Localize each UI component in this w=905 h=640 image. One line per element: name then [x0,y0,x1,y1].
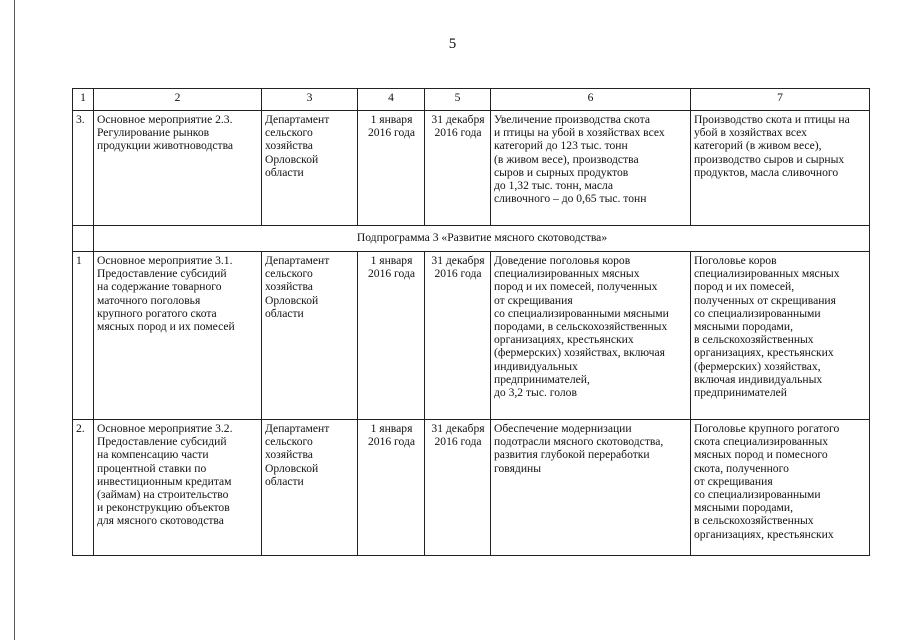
result-cell: Обеспечение модернизации подотрасли мясного скотоводства, развития глубокой переработки говядины [491,420,691,556]
indicator-cell: Поголовье крупного рогатого скота специализированных мясных пород и помесного скота, полученного от скрещивания со специализированными мясными породами, в сельскохозяйственных организациях, крестьянских [691,420,870,556]
header-cell: 4 [358,89,425,111]
start-date-cell: 1 января 2016 года [358,111,425,226]
row-number: 3. [73,111,94,226]
start-date-cell: 1 января 2016 года [358,420,425,556]
header-cell: 7 [691,89,870,111]
scan-edge-line [14,0,15,640]
end-date-cell: 31 декабря 2016 года [425,420,491,556]
header-cell: 6 [491,89,691,111]
start-date-cell: 1 января 2016 года [358,252,425,420]
header-cell: 1 [73,89,94,111]
table-row [73,252,870,420]
header-cell: 2 [94,89,262,111]
result-cell: Доведение поголовья коров специализированных мясных пород и их помесей, полученных от скрещивания со специализированными мясными породами, в сельскохозяйственных организациях, крестьянских (фермерских) хозяйствах, включая индивидуальных предпринимателей, до 3,2 тыс. голов [491,252,691,420]
indicator-cell: Поголовье коров специализированных мясных пород и их помесей, полученных от скрещивания со специализированными мясными породами, в сельскохозяйственных организациях, крестьянских (фермерских) хозяйствах, включая индивидуальных предпринимателей [691,252,870,420]
end-date-cell: 31 декабря 2016 года [425,111,491,226]
activity-cell: Основное мероприятие 2.3. Регулирование рынков продукции животноводства [94,111,262,226]
end-date-cell: 31 декабря 2016 года [425,252,491,420]
header-cell: 3 [262,89,358,111]
page-number: 5 [448,36,457,52]
row-number: 2. [73,420,94,556]
activity-cell: Основное мероприятие 3.1. Предоставление субсидий на содержание товарного маточного поголовья крупного рогатого скота мясных пород и их помесей [94,252,262,420]
executor-cell: Департамент сельского хозяйства Орловской области [262,420,358,556]
subprogram-title: Подпрограмма 3 «Развитие мясного скотоводства» [94,226,870,252]
table-row [73,420,870,556]
activity-cell: Основное мероприятие 3.2. Предоставление субсидий на компенсацию части процентной ставки по инвестиционным кредитам (займам) на строительство и реконструкцию объектов для мясного скотоводства [94,420,262,556]
executor-cell: Департамент сельского хозяйства Орловской области [262,111,358,226]
result-cell: Увеличение производства скота и птицы на убой в хозяйствах всех категорий до 123 тыс. тонн (в живом весе), производства сыров и сырных продуктов до 1,32 тыс. тонн, масла сливочного – до 0,65 тыс. тонн [491,111,691,226]
table-row [73,111,870,226]
row-number: 1 [73,252,94,420]
header-cell: 5 [425,89,491,111]
subprogram-row [73,226,870,252]
indicator-cell: Производство скота и птицы на убой в хозяйствах всех категорий (в живом весе), производство сыров и сырных продуктов, масла сливочного [691,111,870,226]
subprogram-empty-cell [73,226,94,252]
executor-cell: Департамент сельского хозяйства Орловской области [262,252,358,420]
measures-table [72,88,870,556]
table-header-row [73,89,870,111]
